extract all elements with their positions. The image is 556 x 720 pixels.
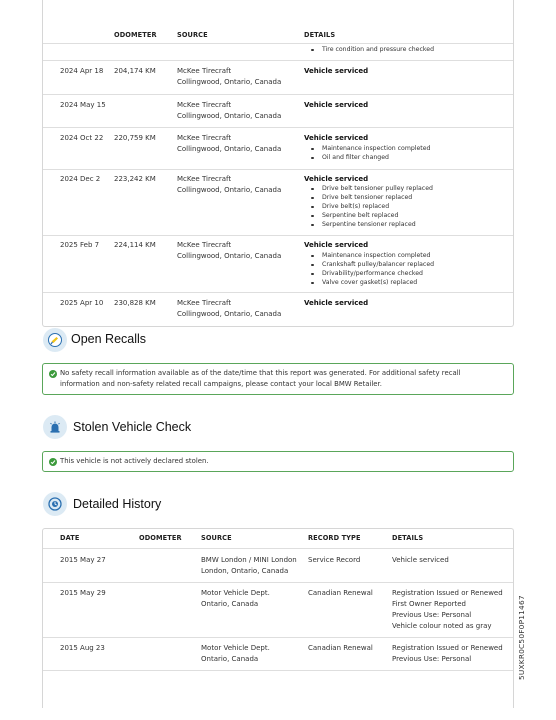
detail-bullet: Tire condition and pressure checked	[304, 45, 434, 54]
row-divider	[43, 235, 513, 236]
recall-icon	[43, 328, 67, 352]
row-source-name: McKee Tirecraft	[177, 175, 232, 183]
header-details: DETAILS	[304, 31, 336, 39]
row-source-location: Ontario, Canada	[201, 600, 259, 608]
row-detail-line: First Owner Reported	[392, 600, 466, 608]
row-source-name: McKee Tirecraft	[177, 299, 232, 307]
row-source-location: Collingwood, Ontario, Canada	[177, 310, 282, 318]
row-detail-line: Vehicle serviced	[392, 556, 449, 564]
row-source-name: McKee Tirecraft	[177, 241, 232, 249]
row-source-name: Motor Vehicle Dept.	[201, 589, 270, 597]
row-date: 2024 May 15	[60, 101, 106, 109]
row-details-title: Vehicle serviced	[304, 134, 369, 142]
stolen-check-notice	[42, 451, 514, 472]
row-odometer: 224,114 KM	[114, 241, 156, 249]
vin-vertical-label: 5UXKR0C50F0P11467	[517, 595, 526, 680]
stolen-check-title: Stolen Vehicle Check	[73, 420, 192, 434]
row-odometer: 230,828 KM	[114, 299, 156, 307]
row-details-title: Vehicle serviced	[304, 101, 369, 109]
header-odometer: ODOMETER	[114, 31, 157, 39]
detail-bullet: Maintenance inspection completed	[304, 251, 434, 260]
row-details-title: Vehicle serviced	[304, 175, 369, 183]
service-history-table	[42, 0, 514, 327]
header-details: DETAILS	[392, 534, 424, 542]
row-source-name: BMW London / MINI London	[201, 556, 297, 564]
detailed-history-title: Detailed History	[73, 497, 162, 511]
row-divider	[43, 127, 513, 128]
details-bullets	[304, 45, 434, 54]
row-odometer: 204,174 KM	[114, 67, 156, 75]
row-date: 2024 Oct 22	[60, 134, 104, 142]
row-source-name: McKee Tirecraft	[177, 67, 232, 75]
row-date: 2025 Apr 10	[60, 299, 104, 307]
row-source-location: London, Ontario, Canada	[201, 567, 289, 575]
row-record-type: Canadian Renewal	[308, 644, 373, 652]
row-odometer: 223,242 KM	[114, 175, 156, 183]
row-divider	[43, 582, 513, 583]
row-source-location: Collingwood, Ontario, Canada	[177, 186, 282, 194]
detail-bullet: Drive belt(s) replaced	[304, 202, 433, 211]
row-date: 2015 May 29	[60, 589, 106, 597]
header-source: SOURCE	[177, 31, 208, 39]
open-recalls-message: No safety recall information available as of the date/time that this report was generated. For additional safety recall information and non-safety related recall campaigns, please contact your local BMW Retailer.	[60, 369, 461, 388]
row-divider	[43, 292, 513, 293]
row-detail-line: Registration Issued or Renewed	[392, 644, 503, 652]
details-bullets	[304, 184, 433, 229]
row-source-name: McKee Tirecraft	[177, 134, 232, 142]
row-date: 2015 May 27	[60, 556, 106, 564]
row-source-location: Collingwood, Ontario, Canada	[177, 112, 282, 120]
header-source: SOURCE	[201, 534, 232, 542]
detail-bullet: Valve cover gasket(s) replaced	[304, 278, 434, 287]
detail-bullet: Serpentine tensioner replaced	[304, 220, 433, 229]
row-source-location: Collingwood, Ontario, Canada	[177, 78, 282, 86]
siren-icon	[43, 415, 67, 439]
details-bullets	[304, 251, 434, 287]
header-date: DATE	[60, 534, 80, 542]
row-divider	[43, 670, 513, 671]
history-icon	[43, 492, 67, 516]
row-record-type: Service Record	[308, 556, 361, 564]
row-divider	[43, 548, 513, 549]
row-divider	[43, 637, 513, 638]
detailed-history-table	[42, 528, 514, 708]
row-source-location: Ontario, Canada	[201, 655, 259, 663]
row-date: 2015 Aug 23	[60, 644, 105, 652]
header-record-type: RECORD TYPE	[308, 534, 361, 542]
row-divider	[43, 60, 513, 61]
check-circle-icon	[49, 370, 57, 378]
detail-bullet: Oil and filter changed	[304, 153, 430, 162]
detail-bullet: Serpentine belt replaced	[304, 211, 433, 220]
row-detail-line: Vehicle colour noted as gray	[392, 622, 492, 630]
row-details-title: Vehicle serviced	[304, 241, 369, 249]
row-details-title: Vehicle serviced	[304, 299, 369, 307]
stolen-check-message: This vehicle is not actively declared stolen.	[60, 457, 209, 465]
row-source-location: Collingwood, Ontario, Canada	[177, 145, 282, 153]
row-divider	[43, 94, 513, 95]
open-recalls-title: Open Recalls	[71, 332, 147, 346]
row-record-type: Canadian Renewal	[308, 589, 373, 597]
row-date: 2024 Dec 2	[60, 175, 101, 183]
row-details-title: Vehicle serviced	[304, 67, 369, 75]
open-recalls-notice	[42, 363, 514, 395]
row-detail-line: Previous Use: Personal	[392, 655, 472, 663]
row-divider	[43, 43, 513, 44]
row-detail-line: Registration Issued or Renewed	[392, 589, 503, 597]
row-divider	[43, 169, 513, 170]
row-source-location: Collingwood, Ontario, Canada	[177, 252, 282, 260]
row-source-name: McKee Tirecraft	[177, 101, 232, 109]
detail-bullet: Drivability/performance checked	[304, 269, 434, 278]
header-odometer: ODOMETER	[139, 534, 182, 542]
detail-bullet: Crankshaft pulley/balancer replaced	[304, 260, 434, 269]
detail-bullet: Drive belt tensioner pulley replaced	[304, 184, 433, 193]
details-bullets	[304, 144, 430, 162]
check-circle-icon	[49, 458, 57, 466]
detail-bullet: Maintenance inspection completed	[304, 144, 430, 153]
row-odometer: 220,759 KM	[114, 134, 156, 142]
row-detail-line: Previous Use: Personal	[392, 611, 472, 619]
row-source-name: Motor Vehicle Dept.	[201, 644, 270, 652]
row-date: 2024 Apr 18	[60, 67, 104, 75]
detail-bullet: Drive belt tensioner replaced	[304, 193, 433, 202]
row-date: 2025 Feb 7	[60, 241, 100, 249]
